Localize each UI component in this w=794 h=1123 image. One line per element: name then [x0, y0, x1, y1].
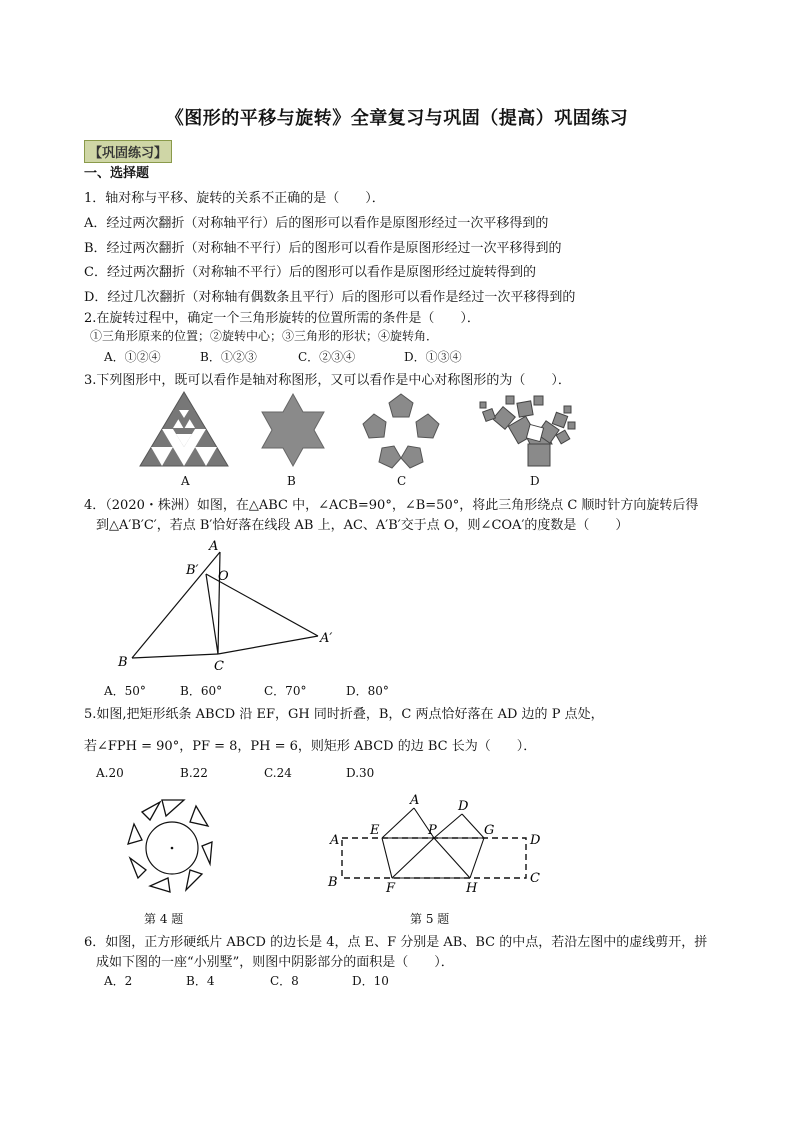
q5-point-d: D: [530, 833, 541, 848]
q5-point-a: A: [330, 833, 340, 848]
q3-figure-b: [258, 392, 328, 468]
q6-line1: 6．如图，正方形硬纸片 ABCD 的边长是 4，点 E、F 分别是 AB、BC 的中点，若沿左图中的虚线剪开，拼: [84, 935, 708, 950]
q6-option-d: D．10: [352, 974, 389, 988]
q5-option-b: B.22: [180, 766, 208, 780]
q1-option-d: D．经过几次翻折（对称轴有偶数条且平行）后的图形可以看作是经过一次平移得到的: [84, 290, 576, 305]
q2-conditions: ①三角形原来的位置；②旋转中心；③三角形的形状；④旋转角．: [90, 329, 439, 343]
section-heading: 一、选择题: [84, 166, 150, 181]
q5-point-f: F: [386, 881, 396, 896]
q2-option-d: D．①③④: [404, 350, 462, 364]
q5-point-d-folded: D: [458, 799, 469, 814]
q3-figure-a: [138, 390, 230, 468]
fig5-caption: 第 5 题: [410, 912, 450, 926]
q5-point-b: B: [328, 875, 338, 890]
q5-line2: 若∠FPH = 90°，PF = 8，PH = 6，则矩形 ABCD 的边 BC 长为（ ）．: [84, 739, 537, 754]
q4-option-d: D．80°: [346, 684, 389, 698]
q5-point-a-folded: A: [410, 793, 420, 808]
q2-option-a: A．①②④: [104, 350, 161, 364]
q5-point-e: E: [370, 823, 380, 838]
q5-point-c: C: [530, 871, 540, 886]
fig4-caption: 第 4 题: [144, 912, 184, 926]
q4-option-b: B．60°: [180, 684, 223, 698]
q5-point-p: P: [428, 823, 437, 838]
q3-label-c: C: [397, 474, 407, 488]
q5-point-g: G: [484, 823, 495, 838]
q4-point-b-prime: B′: [186, 563, 199, 578]
q4-line2: 到△A′B′C′，若点 B′恰好落在线段 AB 上，AC、A′B′交于点 O，则∠COA′的度数是（ ）: [96, 518, 629, 533]
q4-caption-figure: [124, 796, 220, 896]
q2-option-b: B．①②③: [200, 350, 257, 364]
q3-label-b: B: [287, 474, 296, 488]
q4-figure: [110, 536, 350, 676]
q5-figure: [324, 794, 548, 894]
q4-point-o: O: [218, 569, 229, 584]
q1-option-a: A．经过两次翻折（对称轴平行）后的图形可以看作是原图形经过一次平移得到的: [84, 216, 549, 231]
page-title: 《图形的平移与旋转》全章复习与巩固（提高）巩固练习: [165, 108, 629, 129]
q4-point-c: C: [214, 659, 224, 674]
q4-point-a-prime: A′: [320, 631, 333, 646]
q4-option-a: A．50°: [104, 684, 146, 698]
q1-stem: 1．轴对称与平移、旋转的关系不正确的是（ ）．: [84, 191, 385, 206]
q2-stem: 2.在旋转过程中，确定一个三角形旋转的位置所需的条件是（ ）．: [84, 311, 480, 326]
q3-label-d: D: [530, 474, 540, 488]
q1-option-c: C．经过两次翻折（对称轴不平行）后的图形可以看作是原图形经过旋转得到的: [84, 265, 536, 280]
q3-figure-c: [360, 392, 442, 470]
q4-line1: 4．（2020・株洲）如图，在△ABC 中，∠ACB=90°，∠B=50°，将此三角形绕点 C 顺时针方向旋转后得: [84, 498, 699, 513]
q6-option-a: A．2: [104, 974, 133, 988]
q6-line2: 成如下图的一座“小别墅”，则图中阴影部分的面积是（ ）．: [96, 955, 454, 970]
q5-option-a: A.20: [96, 766, 124, 780]
q1-option-b: B．经过两次翻折（对称轴不平行）后的图形可以看作是原图形经过一次平移得到的: [84, 241, 562, 256]
q4-point-b: B: [118, 655, 128, 670]
q3-figure-d: [476, 392, 580, 468]
q5-point-h: H: [466, 881, 478, 896]
q4-point-a: A: [209, 539, 219, 554]
section-tag: 【巩固练习】: [84, 140, 172, 163]
q3-stem: 3.下列图形中，既可以看作是轴对称图形，又可以看作是中心对称图形的为（ ）．: [84, 373, 571, 388]
q2-option-c: C．②③④: [298, 350, 356, 364]
q5-line1: 5.如图,把矩形纸条 ABCD 沿 EF，GH 同时折叠，B，C 两点恰好落在 AD 边的 P 点处，: [84, 707, 604, 722]
q6-option-b: B．4: [186, 974, 215, 988]
q6-option-c: C．8: [270, 974, 299, 988]
q5-option-c: C.24: [264, 766, 292, 780]
q4-option-c: C．70°: [264, 684, 307, 698]
q5-option-d: D.30: [346, 766, 375, 780]
q3-label-a: A: [181, 474, 190, 488]
